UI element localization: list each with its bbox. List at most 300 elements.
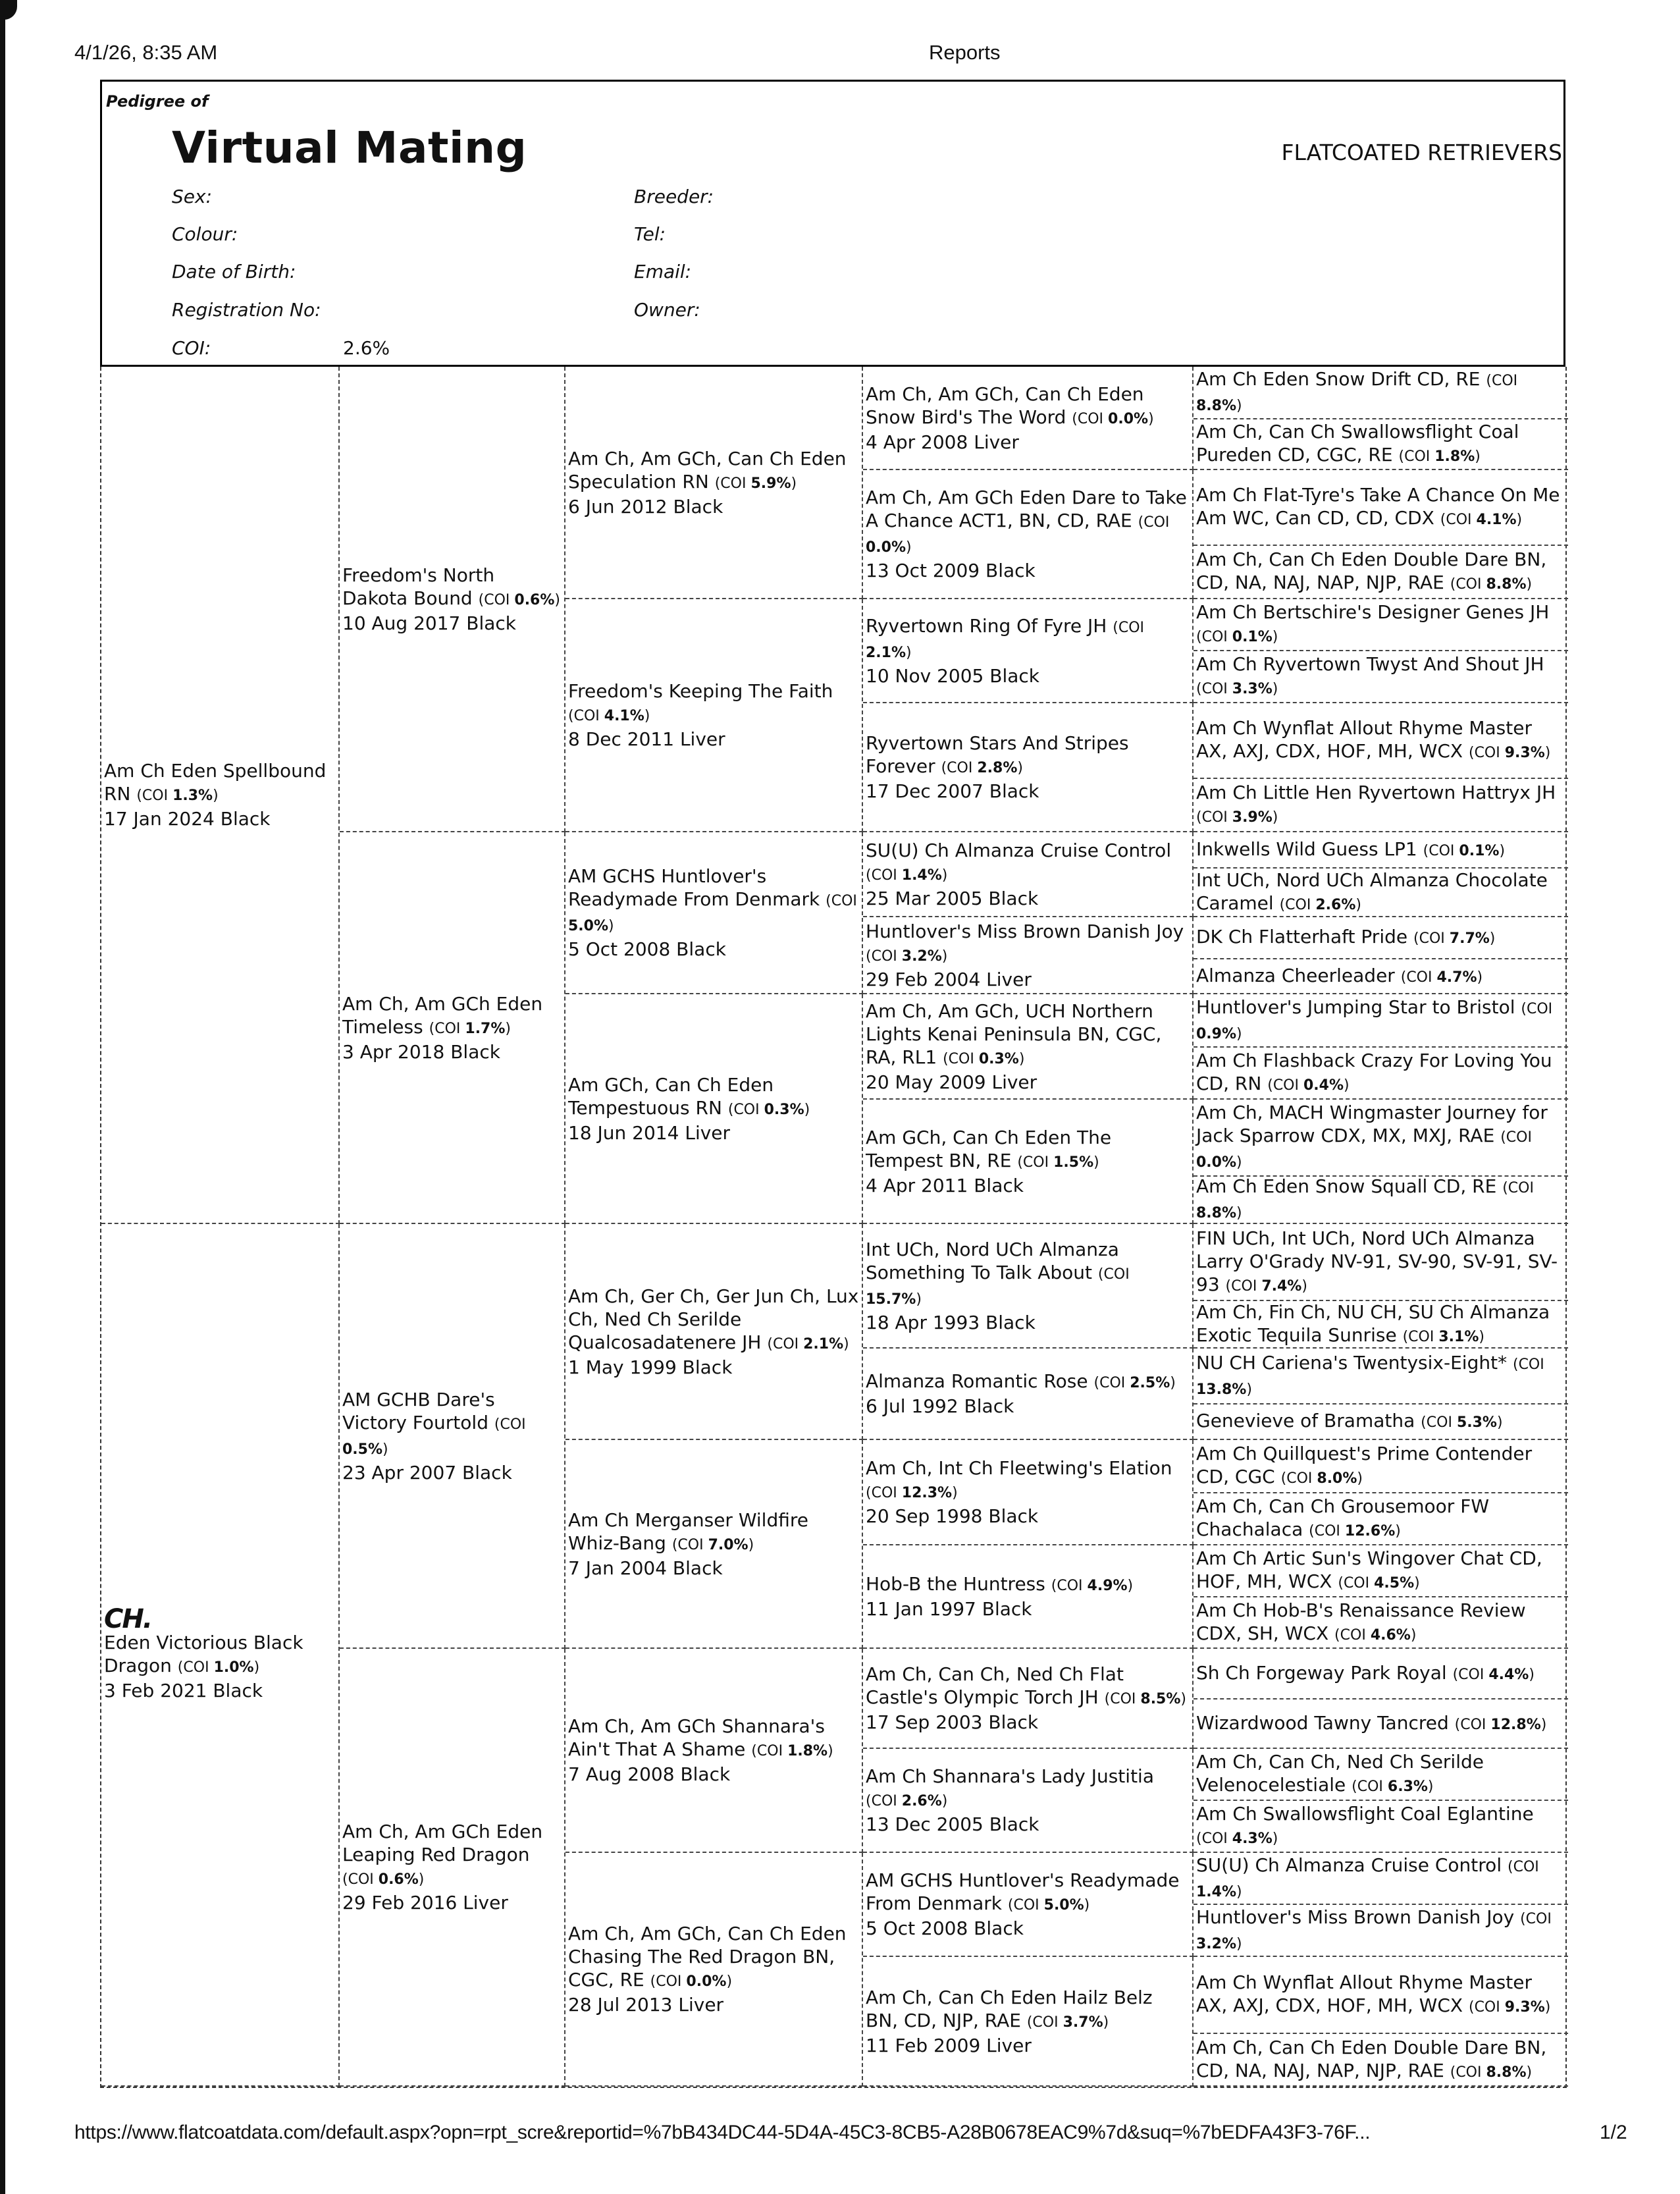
dog-name[interactable]: Ryvertown Stars And Stripes Forever — [866, 732, 1129, 777]
coi-badge: (COI 5.0%) — [1007, 1897, 1090, 1913]
coi-label: COI — [1404, 448, 1431, 465]
dog-name[interactable]: Am Ch, Can Ch Eden Hailz Belz BN, CD, NJP, RAE — [866, 1986, 1153, 2031]
coi-value: 7.4% — [1261, 1277, 1302, 1295]
pedigree-cell — [1194, 1649, 1568, 1699]
coi-label: COI — [1201, 1831, 1228, 1847]
dob-colour: 17 Sep 2003 Black — [866, 1711, 1039, 1733]
dog-name[interactable]: Am Ch Shannara's Lady Justitia — [866, 1765, 1154, 1787]
coi-value: 0.6% — [514, 591, 555, 608]
coi-label: COI — [871, 1485, 897, 1501]
dog-name[interactable]: Am Ch Eden Spellbound RN — [104, 760, 327, 805]
coi-label: COI — [1408, 1328, 1434, 1345]
dog-entry — [1196, 1711, 1565, 1736]
dog-name[interactable]: Am Ch Wynflat Allout Rhyme Master AX, AXJ, CDX, HOF, MH, WCX — [1196, 1971, 1532, 2016]
dob-colour: 5 Oct 2008 Black — [568, 938, 726, 960]
dog-name[interactable]: Am Ch, Can Ch, Ned Ch Flat Castle's Olympic Torch JH — [866, 1663, 1124, 1708]
dog-entry — [1196, 1177, 1565, 1224]
coi-label: COI — [1474, 1999, 1500, 2016]
dob-colour: 20 Sep 1998 Black — [866, 1505, 1039, 1527]
dog-entry — [866, 1370, 1190, 1395]
dog-entry — [342, 992, 562, 1040]
dog-name[interactable]: Am Ch Hob-B's Renaissance Review CDX, SH, WCX — [1196, 1599, 1526, 1644]
coi-badge: (COI 8.8%) — [1450, 576, 1533, 593]
coi-badge: (COI 0.1%) — [1196, 629, 1278, 645]
dog-entry — [1196, 367, 1565, 417]
coi-label: COI — [1456, 576, 1482, 593]
dog-entry — [1196, 1351, 1565, 1401]
coi-badge: (COI 4.7%) — [1400, 969, 1483, 986]
dog-name[interactable]: Am Ch Flat-Tyre's Take A Chance On Me Am WC, Can CD, CD, CDX — [1196, 484, 1560, 529]
dog-name[interactable]: Am Ch, Fin Ch, NU CH, SU Ch Almanza Exotic Tequila Sunrise — [1196, 1301, 1550, 1346]
dog-name[interactable]: Am Ch, Am GCh, Can Ch Eden Speculation RN — [568, 447, 847, 493]
dog-entry — [866, 614, 1190, 664]
dog-entry — [1196, 653, 1565, 701]
dog-name[interactable]: Freedom's Keeping The Faith — [568, 680, 833, 702]
dog-name[interactable]: Am Ch Quillquest's Prime Contender CD, CGC — [1196, 1443, 1533, 1487]
coi-value: 0.1% — [1232, 629, 1273, 645]
dog-name[interactable]: Am Ch Swallowsflight Coal Eglantine — [1196, 1803, 1534, 1825]
dog-entry — [1196, 1971, 1565, 2019]
coi-label: COI — [1491, 373, 1518, 389]
coi-label: COI — [1022, 1154, 1049, 1171]
dog-name[interactable]: SU(U) Ch Almanza Cruise Control — [866, 839, 1172, 861]
coi-badge: (COI 0.0%) — [1072, 410, 1154, 427]
dog-name[interactable]: AM GCHS Huntlover's Readymade From Denmark — [866, 1869, 1180, 1914]
dog-entry — [866, 920, 1190, 968]
dog-name[interactable]: Int UCh, Nord UCh Almanza Chocolate Caramel — [1196, 869, 1548, 914]
dob-colour: 10 Aug 2017 Black — [342, 612, 517, 634]
coi-label: COI — [484, 591, 510, 608]
sex-label: Sex: — [172, 186, 213, 207]
dog-name[interactable]: Am GCh, Can Ch Eden Tempestuous RN — [568, 1073, 774, 1119]
dog-name[interactable]: Huntlover's Miss Brown Danish Joy — [1196, 1906, 1515, 1928]
dog-name[interactable]: DK Ch Flatterhaft Pride — [1196, 926, 1408, 948]
dog-entry — [1196, 1750, 1565, 1798]
coi-value: 15.7% — [866, 1291, 916, 1308]
print-url: https://www.flatcoatdata.com/default.aspx?opn=rpt_scre&reportid=%7bB434DC44-5D4A-45C3-8CB5-A28B0678EAC9%7d&suq=%7bEDFA43F3-76F... — [74, 2122, 1371, 2143]
coi-badge: (COI 0.4%) — [1267, 1077, 1350, 1094]
coi-label: COI — [871, 867, 897, 884]
dog-name[interactable]: Int UCh, Nord UCh Almanza Something To Talk About — [866, 1238, 1119, 1283]
dog-name[interactable]: Am Ch, Can Ch Eden Double Dare BN, CD, NA, NAJ, NAP, NJP, RAE — [1196, 2036, 1547, 2081]
coi-badge: (COI 1.8%) — [751, 1743, 833, 1759]
coi-value: 0.5% — [342, 1441, 383, 1458]
dog-entry — [1196, 1227, 1565, 1298]
dog-entry — [866, 839, 1190, 887]
pedigree-cell — [565, 1440, 863, 1649]
dog-name[interactable]: AM GCHB Dare's Victory Fourtold — [342, 1388, 495, 1433]
coi-label: COI — [733, 1101, 760, 1118]
coi-value: 4.1% — [1476, 512, 1517, 528]
dog-name[interactable]: Freedom's North Dakota Bound — [342, 564, 495, 609]
dog-name[interactable]: Eden Victorious Black Dragon — [104, 1632, 303, 1676]
dog-name[interactable]: Huntlover's Jumping Star to Bristol — [1196, 996, 1515, 1018]
pedigree-cell — [863, 1749, 1194, 1853]
dog-entry — [1196, 1495, 1565, 1543]
pedigree-cell — [863, 917, 1194, 994]
coi-label: COI — [1357, 1779, 1383, 1795]
coi-value: 0.0% — [686, 1973, 727, 1990]
dog-entry — [866, 383, 1190, 431]
pedigree-cell — [340, 367, 565, 832]
coi-value: 4.3% — [1232, 1831, 1273, 1847]
pedigree-cell — [863, 470, 1194, 599]
dog-entry — [866, 1238, 1190, 1311]
coi-badge: (COI 2.5%) — [1093, 1375, 1176, 1391]
pedigree-cell — [340, 832, 565, 1224]
coi-label: COI — [1513, 1858, 1539, 1875]
coi-value: 6.3% — [1387, 1779, 1428, 1795]
pedigree-cell — [565, 832, 863, 994]
dog-name[interactable]: Am Ch Eden Snow Squall CD, RE — [1196, 1177, 1497, 1197]
dog-entry — [1196, 781, 1565, 829]
coi-label: COI — [1099, 1375, 1126, 1391]
pedigree-cell — [863, 1224, 1194, 1349]
dog-name[interactable]: Ryvertown Ring Of Fyre JH — [866, 614, 1107, 637]
dog-name[interactable]: NU CH Cariena's Twentysix-Eight* — [1196, 1351, 1508, 1374]
coi-label: COI — [1518, 1356, 1544, 1373]
dob-colour: 25 Mar 2005 Black — [866, 887, 1039, 909]
coi-badge: (COI 4.4%) — [1452, 1666, 1535, 1683]
coi-label: COI — [1231, 1277, 1257, 1295]
dog-name[interactable]: Am Ch Little Hen Ryvertown Hattryx JH — [1196, 782, 1556, 803]
coi-label: COI — [573, 708, 600, 724]
coi-badge: (COI 1.4%) — [866, 867, 948, 884]
coi-label: COI — [1429, 842, 1455, 859]
coi-value: 1.0% — [213, 1659, 254, 1676]
coi-label: COI — [1110, 1691, 1136, 1707]
dog-name[interactable]: Am Ch, Can Ch Swallowsflight Coal Pureden CD, CGC, RE — [1196, 421, 1519, 466]
coi-badge: (COI 1.4%) — [1196, 1858, 1539, 1900]
coi-value: 5.0% — [1043, 1897, 1084, 1913]
pedigree-cell — [863, 367, 1194, 470]
coi-label: COI — [1340, 1626, 1366, 1644]
dog-name[interactable]: Am Ch, Am GCh, Can Ch Eden Chasing The Red Dragon BN, CGC, RE — [568, 1923, 847, 1991]
pedigree-cell — [1194, 917, 1568, 959]
dog-entry — [1196, 1409, 1565, 1434]
coi-value: 0.0% — [866, 539, 906, 556]
pedigree-cell — [1194, 367, 1568, 419]
coi-value: 2.6% — [343, 337, 390, 359]
dog-name[interactable]: Almanza Cheerleader — [1196, 964, 1395, 986]
dog-name[interactable]: Am Ch Eden Snow Drift CD, RE — [1196, 368, 1481, 390]
dob-label: Date of Birth: — [172, 261, 296, 282]
coi-value: 2.8% — [977, 760, 1018, 776]
coi-label: COI — [871, 1793, 897, 1809]
dog-name[interactable]: Am GCh, Can Ch Eden The Tempest BN, RE — [866, 1126, 1112, 1171]
pedigree-cell — [101, 367, 340, 1224]
pedigree-cell — [565, 599, 863, 832]
pedigree-cell — [565, 367, 863, 599]
coi-badge: (COI 3.2%) — [1196, 1910, 1552, 1952]
dog-entry — [568, 1922, 859, 1993]
coi-badge: (COI 4.5%) — [1338, 1575, 1420, 1592]
pedigree-cell — [863, 1957, 1194, 2087]
dog-entry — [568, 680, 859, 728]
coi-badge: (COI 1.7%) — [429, 1020, 511, 1037]
coi-value: 3.9% — [1232, 809, 1273, 826]
dog-entry — [1196, 420, 1565, 468]
pedigree-cell — [565, 994, 863, 1224]
dog-name[interactable]: Am Ch, Can Ch Eden Double Dare BN, CD, NA, NAJ, NAP, NJP, RAE — [1196, 548, 1547, 593]
coi-value: 2.6% — [901, 1793, 942, 1809]
coi-label: COI — [756, 1743, 783, 1759]
print-datetime: 4/1/26, 8:35 AM — [74, 41, 218, 64]
pedigree-cell — [1194, 2034, 1568, 2087]
coi-badge: (COI 0.0%) — [650, 1973, 733, 1990]
dog-entry — [568, 1285, 859, 1356]
coi-badge: (COI 12.3%) — [866, 1485, 958, 1501]
dog-entry — [104, 759, 336, 807]
coi-label: COI — [1032, 2014, 1059, 2031]
coi-label: COI — [1273, 1077, 1299, 1094]
dog-name[interactable]: Am Ch Wynflat Allout Rhyme Master AX, AXJ, CDX, HOF, MH, WCX — [1196, 717, 1532, 762]
pedigree-of-label: Pedigree of — [106, 92, 209, 111]
pedigree-cell — [1194, 869, 1568, 917]
colour-label: Colour: — [172, 223, 238, 245]
coi-value: 1.4% — [901, 867, 942, 884]
coi-value: 4.5% — [1374, 1575, 1415, 1592]
dog-entry — [1196, 996, 1565, 1046]
dog-name[interactable]: Am Ch, Can Ch Grousemoor FW Chachalaca — [1196, 1495, 1490, 1540]
dog-entry — [1196, 838, 1565, 863]
coi-value: 2.1% — [866, 644, 906, 661]
coi-badge: (COI 4.6%) — [1334, 1626, 1417, 1644]
coi-badge: (COI 0.3%) — [727, 1101, 810, 1118]
pedigree-cell — [101, 1224, 340, 2087]
coi-value: 4.1% — [604, 708, 644, 724]
print-header — [0, 41, 1680, 67]
dob-colour: 6 Jul 1992 Black — [866, 1395, 1014, 1417]
dog-name[interactable]: AM GCHS Huntlover's Readymade From Denmark — [568, 865, 820, 910]
coi-value: 0.3% — [764, 1101, 804, 1118]
coi-badge: (COI 12.8%) — [1454, 1716, 1547, 1733]
dog-name[interactable]: Inkwells Wild Guess LP1 — [1196, 838, 1417, 860]
coi-label: COI — [1118, 619, 1145, 636]
coi-label: COI — [1508, 1180, 1534, 1196]
dog-name[interactable]: Am Ch, Ger Ch, Ger Jun Ch, Lux Ch, Ned Ch Serilde Qualcosadatenere JH — [568, 1285, 859, 1353]
dog-name[interactable]: Am Ch, Am GCh Eden Dare to Take A Chance ACT1, BN, CD, RAE — [866, 487, 1187, 531]
coi-badge: (COI 2.8%) — [941, 760, 1023, 776]
coi-label: COI — [1458, 1666, 1484, 1683]
coi-value: 0.0% — [1196, 1154, 1237, 1171]
dob-colour: 5 Oct 2008 Black — [866, 1917, 1024, 1939]
coi-badge: (COI 1.5%) — [1017, 1154, 1099, 1171]
dog-entry — [1196, 2036, 1565, 2084]
pedigree-cell — [863, 1545, 1194, 1649]
coi-value: 12.8% — [1490, 1716, 1541, 1733]
dog-name[interactable]: Am Ch, Can Ch, Ned Ch Serilde Velenocelestiale — [1196, 1751, 1484, 1796]
coi-badge: (COI 7.7%) — [1413, 930, 1496, 947]
dog-name[interactable]: Genevieve of Bramatha — [1196, 1410, 1415, 1431]
dog-entry — [1196, 1599, 1565, 1647]
coi-value: 8.8% — [1196, 398, 1237, 414]
coi-value: 5.0% — [568, 918, 609, 934]
coi-value: 8.5% — [1140, 1691, 1181, 1707]
dog-name[interactable]: Am Ch Artic Sun's Wingover Chat CD, HOF, MH, WCX — [1196, 1547, 1542, 1592]
coi-badge: (COI 1.8%) — [1398, 448, 1481, 465]
coi-badge: (COI 12.6%) — [1309, 1523, 1401, 1539]
dog-entry — [1196, 869, 1565, 917]
dog-entry — [1196, 1854, 1565, 1904]
dog-entry — [342, 1388, 562, 1461]
dog-entry — [866, 1457, 1190, 1505]
coi-value: 4.7% — [1436, 969, 1477, 986]
coi-badge: (COI 0.5%) — [342, 1416, 526, 1458]
dob-colour: 4 Apr 2008 Liver — [866, 431, 1019, 453]
coi-label: COI — [1474, 745, 1500, 761]
coi-badge: (COI 0.0%) — [1196, 1129, 1532, 1171]
coi-value: 1.7% — [465, 1020, 506, 1037]
dog-name[interactable]: Am Ch, Am GCh, Can Ch Eden Snow Bird's The Word — [866, 383, 1144, 428]
dog-name[interactable]: Am Ch, Am GCh Eden Leaping Red Dragon — [342, 1821, 543, 1865]
dog-entry — [1196, 548, 1565, 596]
pedigree-cell — [863, 994, 1194, 1100]
coi-label: COI — [1103, 1266, 1130, 1283]
dob-colour: 4 Apr 2011 Black — [866, 1174, 1024, 1196]
pedigree-cell — [863, 703, 1194, 832]
dog-entry — [1196, 1802, 1565, 1850]
dog-name[interactable]: Almanza Romantic Rose — [866, 1370, 1088, 1392]
dog-name[interactable]: Wizardwood Tawny Tancred — [1196, 1711, 1449, 1734]
pedigree-cell — [1194, 1100, 1568, 1177]
coi-label: COI — [500, 1416, 526, 1433]
coi-label: COI — [772, 1335, 799, 1352]
coi-value: 1.8% — [1434, 448, 1475, 465]
coi-label: COI — [1419, 930, 1445, 947]
pedigree-cell — [1194, 1545, 1568, 1597]
dog-entry — [866, 1765, 1190, 1813]
coi-badge: (COI 5.0%) — [568, 893, 857, 934]
coi-label: COI — [1426, 1414, 1452, 1431]
dob-colour: 7 Aug 2008 Black — [568, 1763, 731, 1785]
coi-label: COI — [1456, 2064, 1482, 2081]
coi-badge: (COI 8.8%) — [1196, 373, 1518, 414]
coi-badge: (COI 0.0%) — [866, 514, 1170, 556]
dog-name[interactable]: Am Ch, Int Ch Fleetwing's Elation — [866, 1457, 1172, 1479]
dog-name[interactable]: Am Ch Bertschire's Designer Genes JH — [1196, 601, 1550, 623]
coi-badge: (COI 0.9%) — [1196, 1000, 1553, 1042]
coi-badge: (COI 4.9%) — [1051, 1578, 1134, 1594]
coi-label: COI — [1446, 512, 1472, 528]
breeder-label: Breeder: — [634, 186, 714, 207]
coi-badge: (COI 5.9%) — [714, 475, 797, 492]
coi-label: COI — [948, 1050, 974, 1067]
coi-label: COI — [434, 1020, 461, 1037]
dog-entry — [1196, 601, 1565, 649]
coi-badge: (COI 15.7%) — [866, 1266, 1130, 1308]
coi-value: 1.4% — [1196, 1883, 1237, 1900]
pedigree-cell — [1194, 832, 1568, 869]
pedigree-cell — [1194, 1905, 1568, 1957]
coi-value: 4.9% — [1087, 1578, 1128, 1594]
coi-value: 9.3% — [1504, 745, 1545, 761]
dog-name[interactable]: Hob-B the Huntress — [866, 1573, 1045, 1595]
dog-name[interactable]: Am Ch Flashback Crazy For Loving You CD, RN — [1196, 1050, 1552, 1094]
dob-colour: 13 Dec 2005 Black — [866, 1813, 1039, 1835]
coi-value: 12.6% — [1344, 1523, 1396, 1539]
coi-value: 5.3% — [1456, 1414, 1497, 1431]
dob-colour: 28 Jul 2013 Liver — [568, 1994, 724, 2016]
dog-entry — [568, 1715, 859, 1763]
pedigree-cell — [1194, 470, 1568, 546]
dog-name[interactable]: Huntlover's Miss Brown Danish Joy — [866, 920, 1184, 942]
dog-name[interactable]: SU(U) Ch Almanza Cruise Control — [1196, 1854, 1502, 1876]
dog-name[interactable]: Am Ch, MACH Wingmaster Journey for Jack Sparrow CDX, MX, MXJ, RAE — [1196, 1102, 1548, 1146]
dog-name[interactable]: Am Ch Merganser Wildfire Whiz-Bang — [568, 1509, 808, 1554]
dob-colour: 17 Jan 2024 Black — [104, 808, 271, 830]
coi-badge: (COI 0.3%) — [943, 1050, 1025, 1067]
pedigree-cell — [863, 1853, 1194, 1957]
dog-name[interactable]: FIN UCh, Int UCh, Nord UCh Almanza Larry O'Grady NV-91, SV-90, SV-91, SV-93 — [1196, 1227, 1558, 1295]
tel-label: Tel: — [634, 223, 666, 245]
coi-badge: (COI 3.7%) — [1026, 2014, 1109, 2031]
coi-label: COI — [871, 948, 897, 965]
pedigree-cell — [1194, 1493, 1568, 1545]
pedigree-cell — [1194, 1177, 1568, 1224]
coi-value: 1.3% — [172, 788, 213, 804]
coi-value: 0.6% — [378, 1871, 419, 1888]
page-title: Virtual Mating — [172, 122, 527, 173]
pedigree-cell — [1194, 703, 1568, 779]
pedigree-cell — [863, 1649, 1194, 1749]
page-number: 1/2 — [1600, 2122, 1627, 2143]
dog-name[interactable]: Sh Ch Forgeway Park Royal — [1196, 1661, 1447, 1684]
coi-label: COI — [677, 1536, 704, 1553]
coi-badge: (COI 8.8%) — [1450, 2064, 1533, 2081]
pedigree-cell — [863, 1440, 1194, 1545]
pedigree-cell — [565, 1649, 863, 1853]
pedigree-cell — [1194, 1224, 1568, 1301]
dog-name[interactable]: Am Ch, Am GCh, UCH Northern Lights Kenai Peninsula BN, CGC, RA, RL1 — [866, 1000, 1162, 1068]
registration-label: Registration No: — [172, 299, 321, 321]
dog-name[interactable]: Am Ch Ryvertown Twyst And Shout JH — [1196, 653, 1544, 675]
pedigree-cell — [1194, 1699, 1568, 1749]
coi-label: COI — [1285, 896, 1311, 913]
coi-value: 3.3% — [1232, 681, 1273, 697]
dob-colour: 7 Jan 2004 Black — [568, 1557, 723, 1579]
coi-badge: (COI 1.3%) — [136, 788, 219, 804]
dog-entry — [342, 1820, 562, 1891]
handwritten-note: CH. — [104, 1604, 152, 1634]
dog-entry — [866, 1869, 1190, 1917]
dob-colour: 18 Apr 1993 Black — [866, 1311, 1036, 1333]
pedigree-cell — [863, 599, 1194, 703]
pedigree-cell — [1194, 994, 1568, 1048]
dob-colour: 1 May 1999 Black — [568, 1356, 733, 1378]
coi-label: COI — [1343, 1575, 1370, 1592]
coi-label: COI — [1527, 1000, 1553, 1017]
coi-badge: (COI 0.1%) — [1423, 842, 1506, 859]
coi-value: 1.8% — [787, 1743, 828, 1759]
coi-label: COI — [1506, 1129, 1532, 1146]
dog-name[interactable]: Am Ch, Am GCh Eden Timeless — [342, 992, 543, 1038]
coi-label: COI — [1286, 1470, 1313, 1487]
breed-label: FLATCOATED RETRIEVERS — [1281, 140, 1562, 165]
coi-badge: (COI 4.3%) — [1196, 1831, 1278, 1847]
coi-badge: (COI 3.1%) — [1402, 1328, 1484, 1345]
coi-badge: (COI 13.8%) — [1196, 1356, 1544, 1398]
dog-entry — [866, 1000, 1190, 1071]
coi-value: 2.6% — [1315, 896, 1356, 913]
pedigree-cell — [565, 1853, 863, 2087]
dog-name[interactable]: Am Ch, Am GCh Shannara's Ain't That A Shame — [568, 1715, 825, 1760]
pedigree-cell — [1194, 1957, 1568, 2034]
coi-value: 4.4% — [1488, 1666, 1529, 1683]
pedigree-cell — [1194, 1048, 1568, 1100]
coi-value: 3.1% — [1438, 1328, 1479, 1345]
coi-value: 3.7% — [1063, 2014, 1103, 2031]
